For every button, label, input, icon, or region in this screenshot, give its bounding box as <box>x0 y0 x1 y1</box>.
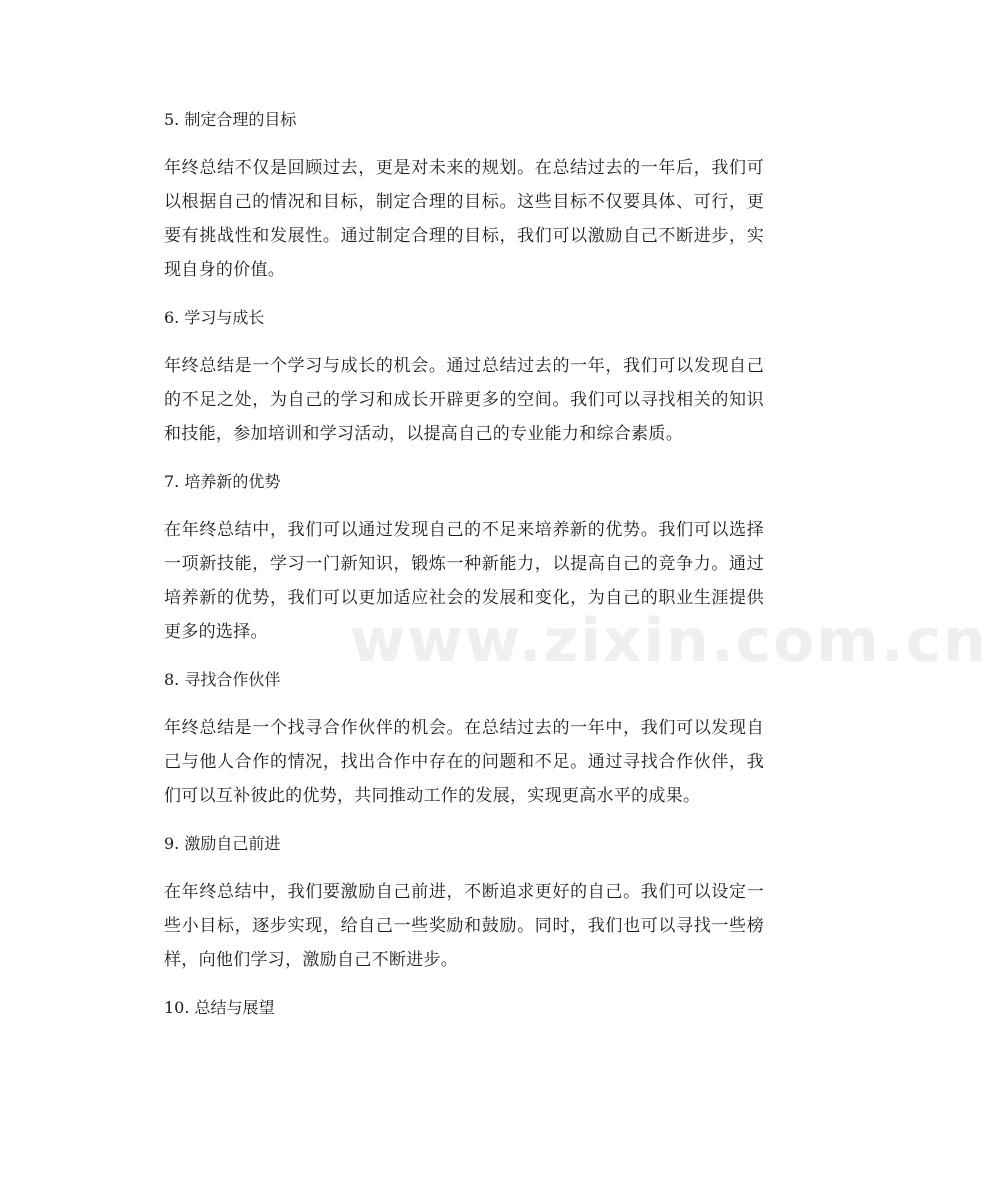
section-6 <box>164 301 764 451</box>
section-paragraph: 年终总结不仅是回顾过去，更是对未来的规划。在总结过去的一年后，我们可以根据自己的情况和目标，制定合理的目标。这些目标不仅要具体、可行，更要有挑战性和发展性。通过制定合理的目标，我们可以激励自己不断进步，实现自身的价值。 <box>164 158 764 280</box>
document-body <box>164 103 764 1039</box>
section-7 <box>164 465 764 649</box>
section-5 <box>164 103 764 287</box>
section-heading: 5. 制定合理的目标 <box>164 110 297 129</box>
section-paragraph: 在年终总结中，我们可以通过发现自己的不足来培养新的优势。我们可以选择一项新技能，学习一门新知识，锻炼一种新能力，以提高自己的竞争力。通过培养新的优势，我们可以更加适应社会的发展和变化，为自己的职业生涯提供更多的选择。 <box>164 520 764 642</box>
watermark: www.zixin.com.cn <box>350 606 988 676</box>
section-paragraph: 在年终总结中，我们要激励自己前进，不断追求更好的自己。我们可以设定一些小目标，逐步实现，给自己一些奖励和鼓励。同时，我们也可以寻找一些榜样，向他们学习，激励自己不断进步。 <box>164 882 764 970</box>
section-paragraph: 年终总结是一个找寻合作伙伴的机会。在总结过去的一年中，我们可以发现自己与他人合作的情况，找出合作中存在的问题和不足。通过寻找合作伙伴，我们可以互补彼此的优势，共同推动工作的发展，实现更高水平的成果。 <box>164 718 764 806</box>
section-paragraph: 年终总结是一个学习与成长的机会。通过总结过去的一年，我们可以发现自己的不足之处，为自己的学习和成长开辟更多的空间。我们可以寻找相关的知识和技能，参加培训和学习活动，以提高自己的专业能力和综合素质。 <box>164 356 764 444</box>
section-heading: 6. 学习与成长 <box>164 308 265 327</box>
section-heading: 8. 寻找合作伙伴 <box>164 670 281 689</box>
section-9 <box>164 827 764 977</box>
section-heading: 9. 激励自己前进 <box>164 834 281 853</box>
section-10 <box>164 991 764 1025</box>
section-heading: 7. 培养新的优势 <box>164 472 281 491</box>
section-8 <box>164 663 764 813</box>
section-heading: 10. 总结与展望 <box>164 998 275 1017</box>
